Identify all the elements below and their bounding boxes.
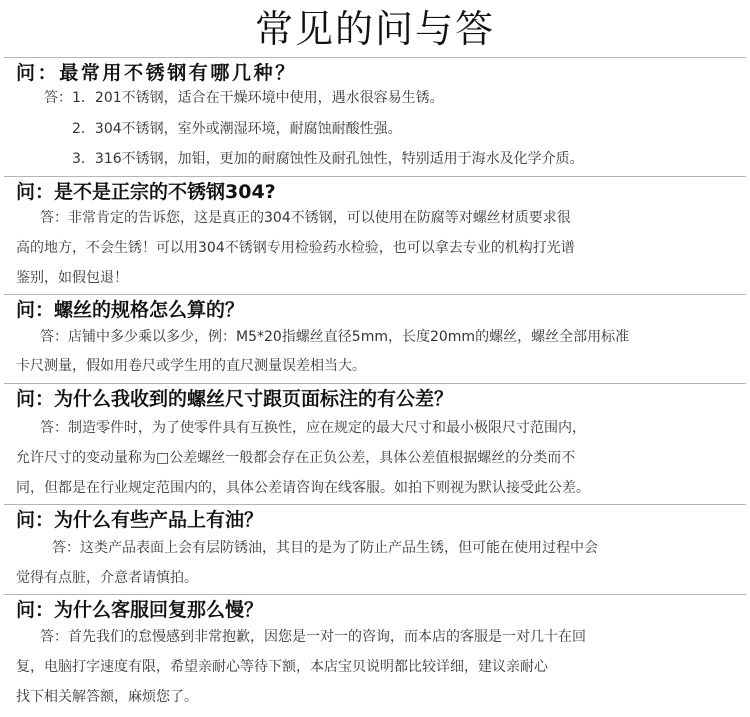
divider	[4, 594, 746, 595]
faq-answer-5-line-1: 答：这类产品表面上会有层防锈油，其目的是为了防止产品生锈，但可能在使用过程中会	[52, 540, 598, 556]
faq-answer-2-line-1: 答：非常肯定的告诉您，这是真正的304不锈钢，可以使用在防腐等对螺丝材质要求很	[40, 210, 571, 226]
divider	[4, 504, 746, 505]
faq-question-4: 问：为什么我收到的螺丝尺寸跟页面标注的有公差？	[16, 388, 454, 410]
faq-answer-4-line-2: 允许尺寸的变动量称为□公差螺丝一般都会存在正负公差，具体公差值根据螺丝的分类而不	[16, 450, 576, 466]
faq-answer-4-line-1: 答：制造零件时，为了使零件具有互换性，应在规定的最大尺寸和最小极限尺寸范围内，	[40, 420, 586, 436]
faq-question-2: 问：是不是正宗的不锈钢304?	[16, 181, 276, 203]
faq-question-1: 问：最常用不锈钢有哪几种？	[16, 62, 297, 84]
faq-answer-4-line-3: 同，但都是在行业规定范围内的，具体公差请咨询在线客服。如拍下则视为默认接受此公差。	[16, 480, 590, 496]
faq-answer-1-line-1: 答：1．201不锈钢，适合在干燥环境中使用，遇水很容易生锈。	[44, 90, 444, 106]
faq-question-3: 问：螺丝的规格怎么算的？	[16, 299, 245, 321]
faq-answer-2-line-2: 高的地方，不会生锈！可以用304不锈钢专用检验药水检验，也可以拿去专业的机构打光谱	[16, 240, 575, 256]
faq-answer-1-line-3: 3．316不锈钢，加钼，更加的耐腐蚀性及耐孔蚀性，特别适用于海水及化学介质。	[72, 151, 584, 167]
divider	[4, 176, 746, 177]
faq-answer-3-line-2: 卡尺测量，假如用卷尺或学生用的直尺测量误差相当大。	[16, 358, 366, 374]
faq-answer-6-line-3: 找下相关解答额，麻烦您了。	[16, 689, 198, 705]
faq-question-5: 问：为什么有些产品上有油？	[16, 509, 264, 531]
faq-answer-6-line-2: 复，电脑打字速度有限，希望亲耐心等待下额，本店宝贝说明都比较详细，建议亲耐心	[16, 659, 548, 675]
divider	[4, 294, 746, 295]
divider	[4, 383, 746, 384]
faq-answer-5-line-2: 觉得有点脏，介意者请慎拍。	[16, 570, 198, 586]
divider	[4, 57, 746, 58]
faq-answer-3-line-1: 答：店铺中多少乘以多少，例：M5*20指螺丝直径5mm，长度20mm的螺丝，螺丝全部用标准	[40, 329, 630, 345]
faq-answer-1-line-2: 2．304不锈钢，室外或潮湿环境，耐腐蚀耐酸性强。	[72, 121, 402, 137]
faq-answer-6-line-1: 答：首先我们的怠慢感到非常抱歉，因您是一对一的咨询，而本店的客服是一对几十在回	[40, 629, 586, 645]
page-title: 常见的问与答	[254, 7, 495, 51]
faq-question-6: 问：为什么客服回复那么慢？	[16, 599, 264, 621]
faq-answer-2-line-3: 鉴别，如假包退！	[16, 270, 128, 286]
